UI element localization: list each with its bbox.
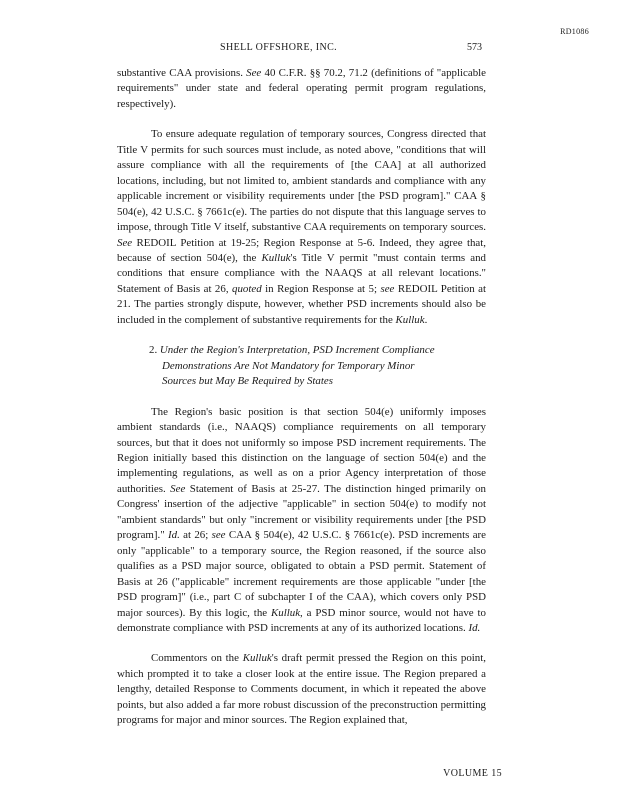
italic-citation: see: [211, 529, 226, 542]
subheading-line-2: Demonstrations Are Not Mandatory for Temporary Minor: [162, 359, 415, 372]
italic-citation: See: [170, 482, 186, 495]
section-subheading: [117, 343, 486, 389]
volume-footer: VOLUME 15: [443, 768, 502, 779]
paragraph-title-v-temporary-sources: [117, 127, 486, 328]
text-run: CAA § 504(e), 42 U.S.C. § 7661c(e). PSD increments are only "applicable" to a temporary source, the Region reasoned, if the source also qualifies as a PSD major source, obligated to obtain a PSD permit. Statement of Basis at 26 ("applicable" increment requirements are those applicable "under [the PSD program]" (i.e., part C of subchapter I of the CAA), which covers only PSD major sources). By this logic, the: [117, 529, 486, 619]
paragraph-commentors: [117, 651, 486, 728]
body-text: [117, 66, 486, 729]
italic-citation: Kulluk: [261, 251, 291, 264]
text-run: REDOIL Petition at 21. The parties strongly dispute, however, whether PSD increments should also be included in the complement of substantive requirements for the: [117, 282, 487, 326]
italic-citation: quoted: [232, 282, 262, 295]
text-run: at 26;: [179, 529, 212, 542]
text-run: .: [424, 313, 428, 326]
italic-citation: Id.: [468, 621, 481, 634]
italic-citation: See: [246, 67, 262, 79]
italic-citation: see: [380, 282, 395, 295]
subheading-line-3: Sources but May Be Required by States: [162, 375, 333, 388]
running-title: SHELL OFFSHORE, INC.: [220, 42, 338, 53]
text-run: substantive CAA provisions.: [117, 67, 247, 79]
italic-citation: Id.: [168, 529, 180, 542]
text-run: , a PSD minor source, would not have to demonstrate compliance with PSD increments at any of its authorized locations.: [117, 606, 486, 634]
text-run: 40 C.F.R. §§ 70.2, 71.2 (definitions of "applicable requirements" under state and federal operating permit program regulations, respectively).: [117, 67, 486, 110]
italic-citation: Kulluk: [395, 313, 425, 326]
italic-citation: Kulluk: [270, 606, 301, 619]
paragraph-continued: [117, 66, 486, 112]
subheading-line-1: 2. Under the Region's Interpretation, PSD Increment Compliance: [149, 344, 435, 357]
text-run: REDOIL Petition at 19-25; Region Response at 5-6. Indeed, they agree that, because of section 504(e), the: [117, 236, 486, 264]
text-run: Statement of Basis at 25-27. The distinction hinged primarily on Congress' insertion of the adjective "applicable" in section 504(e) to modify not "ambient standards" but only "increment or visibility requirements under [the PSD program].": [117, 482, 486, 542]
text-run: Commentors on the: [151, 652, 243, 665]
text-run: 's Title V permit "must contain terms and conditions that ensure compliance with the NAAQS at all relevant locations." Statement of Basis at 26,: [117, 251, 486, 295]
italic-citation: See: [117, 236, 133, 249]
subheading-number: 2.: [149, 344, 158, 357]
page-number: 573: [467, 42, 482, 53]
text-run: To ensure adequate regulation of temporary sources, Congress directed that Title V permits for such sources must include, as noted above, "conditions that will assure compliance with all the requirements of [the CAA] at all authorized locations, including, but not limited to, ambient standards and compliance with any applicable increment or visibility requirements under [the PSD program]." CAA § 504(e), 42 U.S.C. § 7661c(e). The parties do not dispute that this language serves to impose, through Title V itself, substantive CAA requirements on temporary sources.: [117, 128, 486, 234]
italic-citation: Kulluk: [242, 652, 272, 665]
text-run: 's draft permit pressed the Region on this point, which prompted it to take a closer look at the entire issue. The Region prepared a lengthy, detailed Response to Comments document, in which it repeated the above points, but also added a far more robust discussion of the preconstruction permitting programs for major and minor sources. The Region explained that,: [117, 652, 486, 727]
text-run: in Region Response at 5;: [261, 282, 381, 295]
text-run: The Region's basic position is that section 504(e) uniformly imposes ambient standards (i.e., NAAQS) compliance requirements on all temporary sources, but that it does not uniformly so impose PSD increment requirements. The Region initially based this distinction on the language of section 504(e) and the implementing regulations, as well as on a prior Agency interpretation of those authorities.: [117, 405, 486, 495]
document-id: RD1086: [560, 27, 589, 36]
paragraph-region-basic-position: [117, 405, 486, 637]
